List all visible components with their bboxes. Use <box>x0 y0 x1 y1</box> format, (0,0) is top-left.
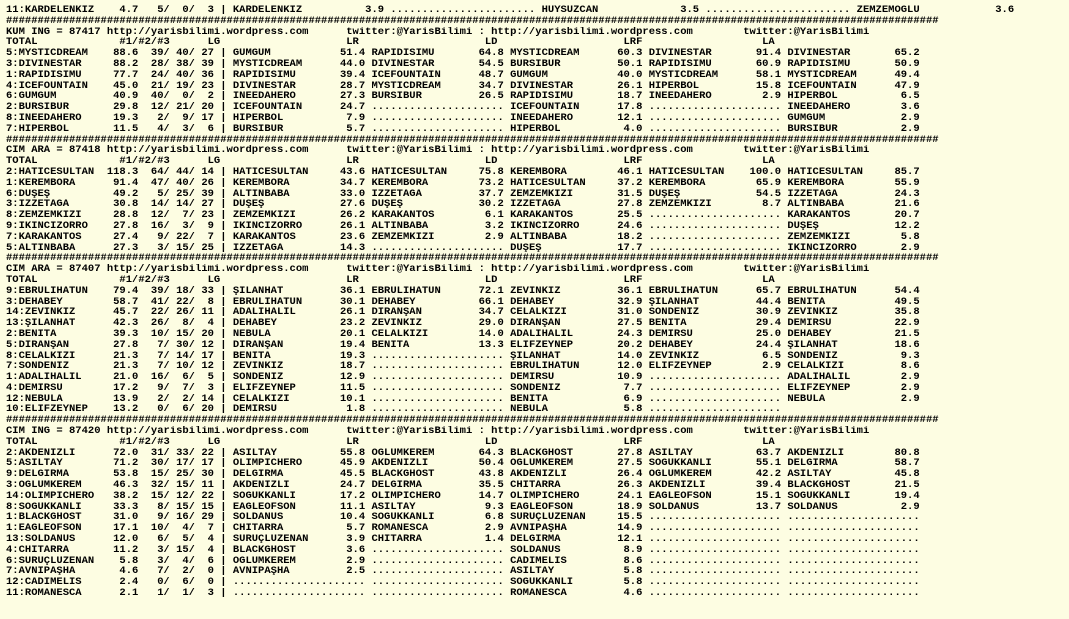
text-line: 2:BENİTA 39.3 10/ 15/ 20 | NEBULA 20.1 CELALKIZI 14.0 ADALIHALİL 24.3 DEMİRSU 25.0 DEHABEY 21.5 <box>6 328 920 340</box>
text-line: 8:SOĞUKKANLI 33.3 8/ 15/ 15 | EAGLEOFSON 11.1 ASİLTAY 9.3 EAGLEOFSON 18.9 SOLDANUS 13.7 SOLDANUS 2.9 <box>6 501 920 513</box>
text-line: 2:HATİCESULTAN 118.3 64/ 44/ 14 | HATİCESULTAN 43.6 HATİCESULTAN 75.8 KEREMBORA 46.1 HATİCESULTAN 100.0 HATİCESULTAN 85.7 <box>6 166 920 178</box>
text-line: 13:ŞILANHAT 42.3 26/ 8/ 4 | DEHABEY 23.2 ZEVİNKIZ 29.0 DİRANŞAN 27.5 BENİTA 29.4 DEMİRSU 22.9 <box>6 318 920 329</box>
text-line: 3:OĞLUMKEREM 46.3 32/ 15/ 11 | AKDENİZLİ 24.7 DELGİRMA 35.5 CHITARRA 26.3 AKDENİZLİ 39.4 BLACKGHOST 21.5 <box>6 480 920 491</box>
text-line: 9:İKİNCİZORRO 27.8 16/ 3/ 9 | İKİNCİZORRO 26.1 ALTINBABA 3.2 İKİNCİZORRO 24.6 ..................... DÜŞEŞ 12.2 <box>6 220 920 232</box>
text-line: CIM ARA = 87418 http://yarisbilimi.wordpress.com twitter:@YarisBilimi : http://yarisbilimi.wordpress.com twitter:@YarisBilimi <box>6 145 870 157</box>
text-line: 3:İZZETAĞA 30.8 14/ 14/ 27 | DÜŞEŞ 27.6 DÜŞEŞ 30.2 İZZETAĞA 27.8 ZEMZEMKIZI 8.7 ALTINBABA 21.6 <box>6 199 920 211</box>
text-line: 2:BURSIBUR 29.8 12/ 21/ 20 | ICEFOUNTAIN 24.7 ..................... ICEFOUNTAIN 17.8 ..................... INEEDAHERO 3.6 <box>6 102 920 113</box>
text-line: 13:SOLDANUS 12.0 6/ 5/ 4 | SURUÇLUZENAN 3.9 CHITARRA 1.4 DELGİRMA 12.1 ..................... ..................... <box>6 534 920 545</box>
text-line: 6:GÜMGÜM 40.9 40/ 0/ 2 | INEEDAHERO 27.3 BURSIBUR 26.5 RAPİDİSİMU 18.7 INEEDAHERO 2.9 HİPERBOL 6.5 <box>6 91 920 103</box>
text-line: 1:RAPİDİSİMU 77.7 24/ 40/ 36 | RAPİDİSİMU 39.4 ICEFOUNTAIN 48.7 GÜMGÜM 40.0 MYSTICDREAM 58.1 MYSTICDREAM 49.4 <box>6 69 920 81</box>
text-line: TOTAL #1/#2/#3 LG LR LD LRF LA <box>6 37 775 49</box>
text-line: 9:EBRULİHATUN 79.4 39/ 18/ 33 | ŞILANHAT 36.1 EBRULİHATUN 72.1 ZEVİNKIZ 36.1 EBRULİHATUN 65.7 EBRULİHATUN 54.4 <box>6 285 920 297</box>
text-line: 12:CADIMELİS 2.4 0/ 6/ 0 | ..................... ..................... SOĞUKKANLI 5.8 ..................... ..................... <box>6 577 920 589</box>
text-line: 2:AKDENİZLİ 72.0 31/ 33/ 22 | ASİLTAY 55.8 OĞLUMKEREM 64.3 BLACKGHOST 27.8 ASİLTAY 63.7 AKDENİZLİ 80.8 <box>6 447 920 459</box>
text-line: 5:ASİLTAY 71.2 30/ 17/ 17 | OLIMPICHERO 45.9 AKDENİZLİ 50.4 OĞLUMKEREM 27.5 SOĞUKKANLI 55.1 DELGİRMA 58.7 <box>6 458 920 470</box>
text-line: 1:ADALIHALİL 21.0 16/ 6/ 5 | SONDENİZ 12.9 ..................... DEMİRSU 10.9 ..................... ADALIHALİL 2.9 <box>6 372 920 383</box>
text-line: 9:DELGİRMA 53.8 15/ 25/ 30 | DELGİRMA 45.5 BLACKGHOST 43.8 AKDENİZLİ 26.4 OĞLUMKEREM 42.2 ASİLTAY 45.8 <box>6 469 920 481</box>
text-output-lines <box>6 5 1069 599</box>
text-line: 12:NEBULA 13.9 2/ 2/ 14 | CELALKIZI 10.1 ..................... BENİTA 6.9 ..................... NEBULA 2.9 <box>6 393 920 405</box>
text-line: TOTAL #1/#2/#3 LG LR LD LRF LA <box>6 274 775 286</box>
text-line: 7:AVNİPAŞHA 4.6 7/ 2/ 0 | AVNİPAŞHA 2.5 ..................... ASİLTAY 5.8 ..................... ..................... <box>6 566 920 578</box>
text-line: TOTAL #1/#2/#3 LG LR LD LRF LA <box>6 156 775 167</box>
text-line: 3:DEHABEY 58.7 41/ 22/ 8 | EBRULİHATUN 30.1 DEHABEY 66.1 DEHABEY 32.9 ŞILANHAT 44.4 BENİTA 49.5 <box>6 296 920 308</box>
text-line: 4:CHITARRA 11.2 3/ 15/ 4 | BLACKGHOST 3.6 ..................... SOLDANUS 8.9 ..................... ..................... <box>6 544 920 556</box>
text-line: CIM ARA = 87407 http://yarisbilimi.wordpress.com twitter:@YarisBilimi : http://yarisbilimi.wordpress.com twitter:@YarisBilimi <box>6 264 870 275</box>
text-line: 8:CELALKIZI 21.3 7/ 14/ 17 | BENİTA 19.3 ..................... ŞILANHAT 14.0 ZEVİNKIZ 6.5 SONDENİZ 9.3 <box>6 350 920 362</box>
text-line: #################################################################################################################################################### <box>6 253 939 265</box>
text-line: 10:ELİFZEYNEP 13.2 0/ 6/ 20 | DEMİRSU 1.8 ..................... NEBULA 5.8 ..................... <box>6 404 782 416</box>
text-line: CIM ING = 87420 http://yarisbilimi.wordpress.com twitter:@YarisBilimi : http://yarisbilimi.wordpress.com twitter:@YarisBilimi <box>6 426 870 437</box>
text-line: 11:ROMANESCA 2.1 1/ 1/ 3 | ..................... ..................... ROMANESCA 4.6 ..................... ..................... <box>6 588 920 599</box>
text-line: 1:BLACKGHOST 31.0 9/ 16/ 29 | SOLDANUS 10.4 SOĞUKKANLI 6.8 SURUÇLUZENAN 15.5 ..................... ..................... <box>6 512 920 524</box>
text-line: 7:KARAKANTOS 27.4 9/ 22/ 7 | KARAKANTOS 23.6 ZEMZEMKIZI 2.9 ALTINBABA 18.2 ..................... ZEMZEMKIZI 5.8 <box>6 231 920 243</box>
text-line: 8:INEEDAHERO 19.3 2/ 9/ 17 | HİPERBOL 7.9 ..................... INEEDAHERO 12.1 ..................... GÜMGÜM 2.9 <box>6 112 920 124</box>
text-line: 1:KEREMBORA 91.4 47/ 40/ 26 | KEREMBORA 34.7 KEREMBORA 73.2 HATİCESULTAN 37.2 KEREMBORA 65.9 KEREMBORA 55.9 <box>6 177 920 189</box>
text-line: 4:ICEFOUNTAIN 45.0 21/ 19/ 23 | DIVINESTAR 28.7 MYSTICDREAM 34.7 DIVINESTAR 26.1 HİPERBOL 15.8 ICEFOUNTAIN 47.9 <box>6 80 920 92</box>
text-line: #################################################################################################################################################### <box>6 415 939 427</box>
text-line: 3:DIVINESTAR 88.2 28/ 38/ 39 | MYSTICDREAM 44.0 DIVINESTAR 54.5 BURSIBUR 50.1 RAPİDİSİMU 60.9 RAPİDİSİMU 50.9 <box>6 58 920 70</box>
text-line: 14:OLIMPICHERO 38.2 15/ 12/ 22 | SOĞUKKANLI 17.2 OLIMPICHERO 14.7 OLIMPICHERO 24.1 EAGLEOFSON 15.1 SOĞUKKANLI 19.4 <box>6 490 920 502</box>
text-line: 7:HİPERBOL 11.5 4/ 3/ 6 | BURSIBUR 5.7 ..................... HİPERBOL 4.0 ..................... BURSIBUR 2.9 <box>6 123 920 135</box>
text-line: 11:KARDELENKIZ 4.7 5/ 0/ 3 | KARDELENKIZ 3.9 ....................... HUYSUZCAN 3.5 ....................... ZEMZEMOĞLU 3.6 <box>6 5 1015 16</box>
text-line: #################################################################################################################################################### <box>6 15 939 27</box>
text-line: 6:DÜŞEŞ 49.2 5/ 25/ 39 | ALTINBABA 33.0 İZZETAĞA 37.7 ZEMZEMKIZI 31.5 DÜŞEŞ 54.5 İZZETAĞA 24.3 <box>6 188 920 200</box>
text-line: 1:EAGLEOFSON 17.1 10/ 4/ 7 | CHITARRA 5.7 ROMANESCA 2.9 AVNİPAŞHA 14.9 ..................... ..................... <box>6 523 920 535</box>
text-line: 5:MYSTICDREAM 88.6 39/ 40/ 27 | GÜMGÜM 51.4 RAPİDİSİMU 64.8 MYSTICDREAM 60.3 DIVINESTAR 91.4 DIVINESTAR 65.2 <box>6 48 920 59</box>
text-line: TOTAL #1/#2/#3 LG LR LD LRF LA <box>6 436 775 448</box>
text-line: 7:SONDENİZ 21.3 7/ 10/ 12 | ZEVİNKIZ 18.7 ..................... EBRULİHATUN 12.0 ELİFZEYNEP 2.9 CELALKIZI 8.6 <box>6 361 920 373</box>
text-line: 6:SURUÇLUZENAN 5.8 3/ 4/ 6 | OĞLUMKEREM 2.9 ..................... CADIMELİS 8.6 ..................... ..................... <box>6 555 920 567</box>
text-line: 14:ZEVİNKIZ 45.7 22/ 26/ 11 | ADALIHALİL 26.1 DİRANŞAN 34.7 CELALKIZI 31.0 SONDENİZ 30.9 ZEVİNKIZ 35.8 <box>6 307 920 319</box>
text-line: 5:ALTINBABA 27.3 3/ 15/ 25 | İZZETAĞA 14.3 ..................... DÜŞEŞ 17.7 ..................... İKİNCİZORRO 2.9 <box>6 242 920 254</box>
text-line: #################################################################################################################################################### <box>6 134 939 146</box>
text-line: 8:ZEMZEMKIZI 28.8 12/ 7/ 23 | ZEMZEMKIZI 26.2 KARAKANTOS 6.1 KARAKANTOS 25.5 ..................... KARAKANTOS 20.7 <box>6 210 920 221</box>
text-line: KUM ING = 87417 http://yarisbilimi.wordpress.com twitter:@YarisBilimi : http://yarisbilimi.wordpress.com twitter:@YarisBilimi <box>6 26 870 38</box>
text-line: 4:DEMİRSU 17.2 9/ 7/ 3 | ELİFZEYNEP 11.5 ..................... SONDENİZ 7.7 ..................... ELİFZEYNEP 2.9 <box>6 382 920 394</box>
text-line: 5:DİRANŞAN 27.8 7/ 30/ 12 | DİRANŞAN 19.4 BENİTA 13.3 ELİFZEYNEP 20.2 DEHABEY 24.4 ŞILANHAT 18.6 <box>6 339 920 351</box>
